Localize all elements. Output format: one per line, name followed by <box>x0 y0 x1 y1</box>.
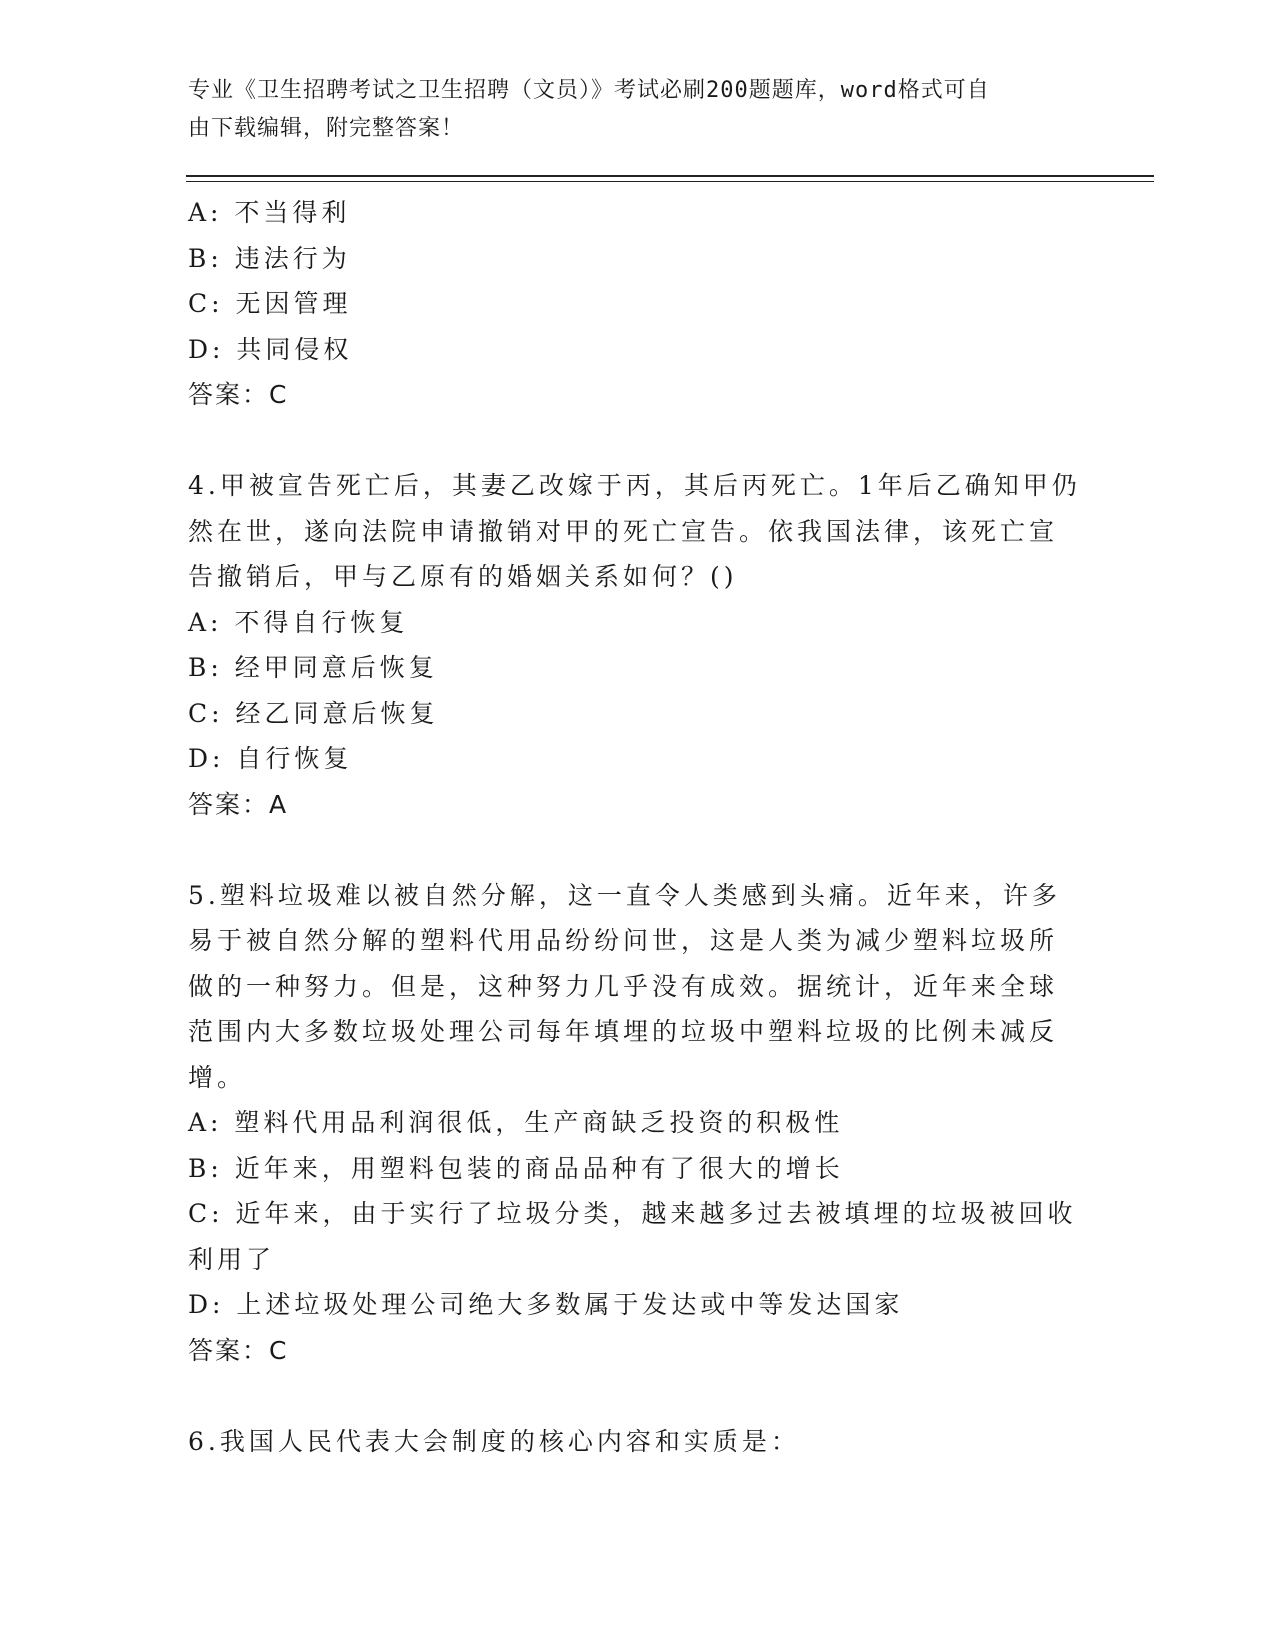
q5-option-c: C: 近年来，由于实行了垃圾分类，越来越多过去被填埋的垃圾被回收 <box>188 1199 1077 1228</box>
q5-option-d: D: 上述垃圾处理公司绝大多数属于发达或中等发达国家 <box>188 1290 904 1319</box>
q5-option-b: B: 近年来，用塑料包装的商品品种有了很大的增长 <box>188 1153 844 1183</box>
header-line-2: 由下载编辑，附完整答案！ <box>188 116 465 141</box>
question-3-block <box>188 190 1088 418</box>
header-line-1: 专业《卫生招聘考试之卫生招聘（文员）》考试必刷200题题库，word格式可自 <box>188 78 990 103</box>
question-content <box>188 190 1088 1464</box>
q4-option-b: B: 经甲同意后恢复 <box>188 653 438 682</box>
q5-answer: 答案：C <box>188 1335 289 1365</box>
q3-option-a: A: 不当得利 <box>188 198 351 227</box>
q3-option-d: D: 共同侵权 <box>188 334 353 364</box>
q5-stem-line: 做的一种努力。但是，这种努力几乎没有成效。据统计，近年来全球 <box>188 971 1059 1001</box>
q5-stem-line: 增。 <box>188 1062 247 1092</box>
q4-stem-line: 然在世，遂向法院申请撤销对甲的死亡宣告。依我国法律，该死亡宣 <box>188 516 1059 546</box>
q4-stem-line: 4.甲被宣告死亡后，其妻乙改嫁于丙，其后丙死亡。1年后乙确知甲仍 <box>188 471 1081 500</box>
question-4-block <box>188 463 1088 827</box>
question-5-block <box>188 873 1088 1374</box>
q4-option-c: C: 经乙同意后恢复 <box>188 698 439 728</box>
header-rule-thin <box>186 181 1154 182</box>
q5-stem-line: 范围内大多数垃圾处理公司每年填埋的垃圾中塑料垃圾的比例未减反 <box>188 1017 1059 1046</box>
spacer <box>188 418 1088 464</box>
q4-answer: 答案：A <box>188 789 289 819</box>
question-6-block <box>188 1419 1088 1465</box>
q4-option-a: A: 不得自行恢复 <box>188 607 409 637</box>
q5-option-a: A: 塑料代用品利润很低，生产商缺乏投资的积极性 <box>188 1108 844 1137</box>
q4-stem-line: 告撤销后，甲与乙原有的婚姻关系如何？() <box>188 562 738 591</box>
document-header <box>188 72 1068 148</box>
q3-option-c: C: 无因管理 <box>188 289 352 318</box>
q5-stem-line: 5.塑料垃圾难以被自然分解，这一直令人类感到头痛。近年来，许多 <box>188 880 1061 910</box>
header-rule-thick <box>186 175 1154 177</box>
spacer <box>188 1373 1088 1419</box>
q4-option-d: D: 自行恢复 <box>188 744 353 773</box>
q5-stem-line: 易于被自然分解的塑料代用品纷纷问世，这是人类为减少塑料垃圾所 <box>188 926 1059 955</box>
q3-option-b: B: 违法行为 <box>188 243 351 273</box>
spacer <box>188 827 1088 873</box>
q6-stem-line: 6.我国人民代表大会制度的核心内容和实质是： <box>188 1426 800 1456</box>
q3-answer: 答案：C <box>188 380 289 409</box>
q5-option-c-continued: 利用了 <box>188 1244 276 1274</box>
